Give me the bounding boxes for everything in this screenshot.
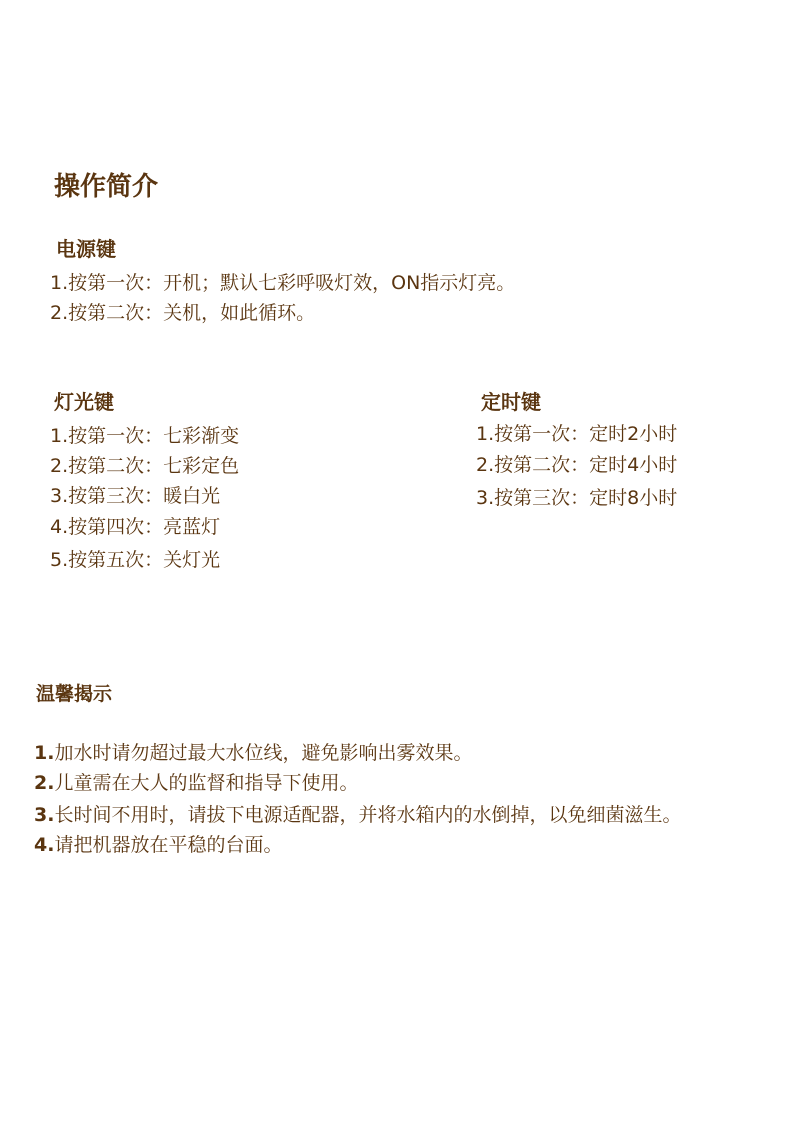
tip-number: 1.	[34, 742, 55, 764]
light-key-heading: 灯光键	[54, 390, 114, 414]
tip-number: 4.	[34, 834, 55, 856]
tip-number: 2.	[34, 772, 55, 794]
tip-text: 儿童需在大人的监督和指导下使用。	[54, 772, 359, 794]
tip-text: 加水时请勿超过最大水位线，避免影响出雾效果。	[54, 742, 473, 764]
light-item: 1.按第一次：七彩渐变	[50, 425, 240, 447]
timer-item: 1.按第一次：定时2小时	[476, 423, 678, 445]
tip-item	[34, 770, 358, 796]
tip-text: 请把机器放在平稳的台面。	[54, 834, 283, 856]
tip-item	[34, 802, 681, 828]
power-item: 2.按第二次：关机，如此循环。	[50, 302, 316, 324]
timer-key-heading: 定时键	[481, 390, 541, 414]
power-key-heading: 电源键	[56, 237, 116, 261]
timer-item: 3.按第三次：定时8小时	[476, 487, 678, 509]
tips-heading: 温馨揭示	[36, 683, 113, 705]
tip-text: 长时间不用时，请拔下电源适配器，并将水箱内的水倒掉，以免细菌滋生。	[54, 804, 682, 826]
light-item: 3.按第三次：暖白光	[50, 485, 221, 507]
tip-number: 3.	[34, 804, 55, 826]
tip-item	[34, 832, 282, 858]
timer-item: 2.按第二次：定时4小时	[476, 454, 678, 476]
light-item: 4.按第四次：亮蓝灯	[50, 516, 221, 538]
tip-item	[34, 740, 472, 766]
light-item: 5.按第五次：关灯光	[50, 549, 221, 571]
page-title: 操作简介	[54, 172, 159, 202]
power-item: 1.按第一次：开机；默认七彩呼吸灯效，ON指示灯亮。	[50, 272, 516, 294]
light-item: 2.按第二次：七彩定色	[50, 455, 240, 477]
